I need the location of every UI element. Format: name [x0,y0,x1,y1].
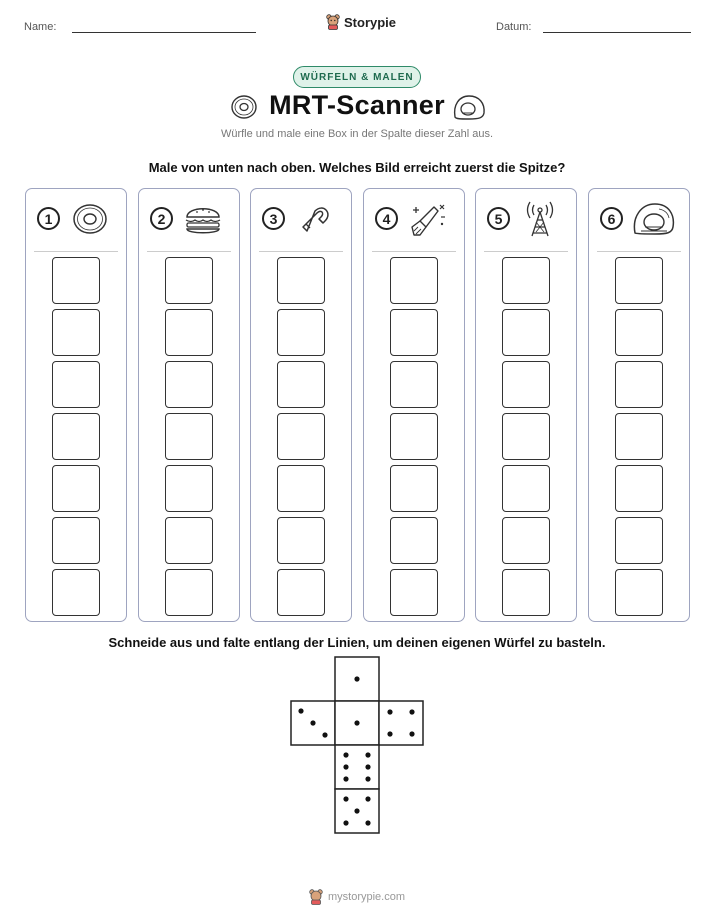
column-3 [250,188,352,622]
column-number: 2 [150,207,173,230]
paint-box[interactable] [165,517,213,564]
paint-box[interactable] [502,465,550,512]
column-divider [372,251,456,252]
brand-name: Storypie [344,14,397,30]
paint-box[interactable] [165,257,213,304]
paint-box[interactable] [165,465,213,512]
paint-box[interactable] [615,361,663,408]
burger-icon [181,201,225,237]
column-2 [138,188,240,622]
paint-brush-sparkle-icon [406,201,450,237]
column-1 [25,188,127,622]
paint-box[interactable] [52,361,100,408]
paint-box[interactable] [615,517,663,564]
column-divider [259,251,343,252]
column-number: 1 [37,207,60,230]
storypie-bear-icon [309,889,323,905]
paint-box[interactable] [390,517,438,564]
paint-box[interactable] [615,465,663,512]
footer-url[interactable]: mystorypie.com [327,891,406,903]
column-divider [597,251,681,252]
antenna-tower-icon [518,201,562,237]
column-4 [363,188,465,622]
paint-box[interactable] [390,465,438,512]
paint-box[interactable] [277,413,325,460]
paint-box[interactable] [277,309,325,356]
date-line[interactable] [543,32,691,33]
column-divider [34,251,118,252]
paint-box[interactable] [502,413,550,460]
paint-box[interactable] [277,465,325,512]
paint-box[interactable] [390,361,438,408]
column-5 [475,188,577,622]
paint-box[interactable] [502,517,550,564]
paint-box[interactable] [52,465,100,512]
page-title: MRT-Scanner [269,90,445,120]
paint-box[interactable] [390,309,438,356]
column-number: 3 [262,207,285,230]
cut-instruction: Schneide aus und falte entlang der Linien, um deinen eigenen Würfel zu basteln. [108,635,606,650]
paint-box[interactable] [277,569,325,616]
brand-logo [326,14,396,30]
column-number: 4 [375,207,398,230]
paint-box[interactable] [52,569,100,616]
paint-box[interactable] [390,569,438,616]
paint-box[interactable] [277,361,325,408]
storypie-bear-icon [326,14,340,30]
paint-box[interactable] [52,413,100,460]
mri-scanner-icon [631,201,675,237]
paint-box[interactable] [502,257,550,304]
paint-box[interactable] [390,257,438,304]
paint-box[interactable] [502,361,550,408]
die-net [288,655,426,837]
donut-icon [68,201,112,237]
paint-box[interactable] [52,517,100,564]
paint-box[interactable] [615,569,663,616]
paint-box[interactable] [165,361,213,408]
die-face-right [379,701,423,745]
paint-box[interactable] [52,309,100,356]
paint-box[interactable] [615,309,663,356]
paint-box[interactable] [165,569,213,616]
paint-box[interactable] [615,413,663,460]
column-divider [147,251,231,252]
page-subtitle: Würfle und male eine Box in der Spalte dieser Zahl aus. [220,128,494,140]
column-number: 6 [600,207,623,230]
magnet-icon [293,201,337,237]
paint-box[interactable] [390,413,438,460]
date-label: Datum: [496,21,532,33]
column-number: 5 [487,207,510,230]
paint-box[interactable] [502,569,550,616]
die-face-bottom [335,745,379,789]
category-badge: WÜRFELN & MALEN [293,66,421,88]
paint-box[interactable] [52,257,100,304]
column-6 [588,188,690,622]
name-label: Name: [24,21,57,33]
paint-box[interactable] [615,257,663,304]
paint-box[interactable] [165,413,213,460]
column-divider [484,251,568,252]
paint-box[interactable] [165,309,213,356]
paint-box[interactable] [277,257,325,304]
paint-box[interactable] [277,517,325,564]
footer [0,889,714,905]
mri-scanner-icon [451,93,487,121]
paint-box[interactable] [502,309,550,356]
name-line[interactable] [72,32,256,33]
instruction-text: Male von unten nach oben. Welches Bild erreicht zuerst die Spitze? [148,160,566,175]
